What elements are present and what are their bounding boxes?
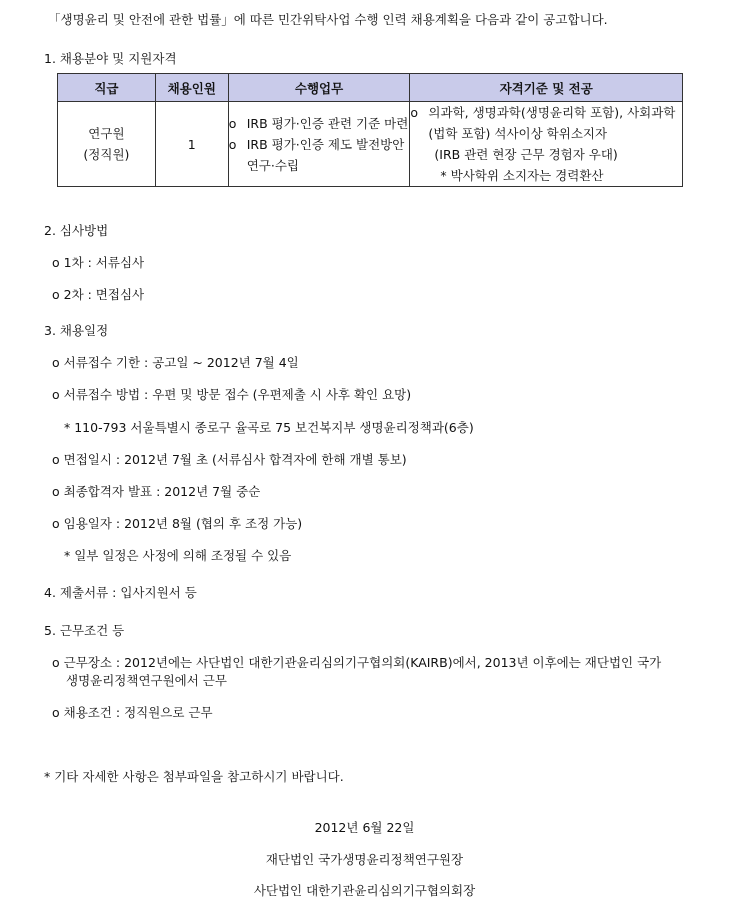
section4-heading: 4. 제출서류 : 입사지원서 등 <box>44 585 197 600</box>
duty-bullet: o <box>228 136 237 152</box>
duty-item <box>229 134 410 176</box>
notice-date: 2012년 6월 22일 <box>314 820 415 835</box>
rank-type: (정직원) <box>83 147 130 162</box>
schedule-deadline: o 서류접수 기한 : 공고일 ~ 2012년 7월 4일 <box>52 355 299 370</box>
qual-doctorate-note: * 박사학위 소지자는 경력환산 <box>440 168 604 183</box>
duty-bullet: o <box>228 115 237 131</box>
review-step-2: o 2차 : 면접심사 <box>52 287 145 302</box>
review-step-1: o 1차 : 서류심사 <box>52 255 145 270</box>
schedule-announcement: o 최종합격자 발표 : 2012년 7월 중순 <box>52 484 261 499</box>
section1-heading: 1. 채용분야 및 지원자격 <box>44 51 177 66</box>
duty-text: IRB 평가·인증 관련 기준 마련 <box>246 115 409 131</box>
issuer-2: 사단법인 대한기관윤리심의기구협의회장 <box>253 883 476 898</box>
header-rank: 직급 <box>58 74 156 102</box>
header-count: 채용인원 <box>155 74 228 102</box>
qual-preference: (IRB 관련 현장 근무 경험자 우대) <box>434 147 618 162</box>
rank-title: 연구원 <box>88 126 125 141</box>
qual-item <box>410 102 682 144</box>
schedule-address: * 110-793 서울특별시 종로구 율곡로 75 보건복지부 생명윤리정책과(6층) <box>64 420 474 435</box>
qual-bullet: o <box>410 105 419 120</box>
issuer-1: 재단법인 국가생명윤리정책연구원장 <box>265 852 464 867</box>
qual-main: 의과학, 생명과학(생명윤리학 포함), 사회과학(법학 포함) 석사이상 학위소지자 <box>428 105 676 141</box>
schedule-appointment: o 임용일자 : 2012년 8월 (협의 후 조정 가능) <box>52 516 303 531</box>
work-place-line1: o 근무장소 : 2012년에는 사단법인 대한기관윤리심의기구협의회(KAIRB)에서, 2013년 이후에는 재단법인 국가 <box>52 655 662 670</box>
cell-rank <box>58 102 156 187</box>
work-place-line2: 생명윤리정책연구원에서 근무 <box>66 673 227 688</box>
schedule-method: o 서류접수 방법 : 우편 및 방문 접수 (우편제출 시 사후 확인 요망) <box>52 387 412 402</box>
cell-duties <box>228 102 410 187</box>
footer-note: * 기타 자세한 사항은 첨부파일을 참고하시기 바랍니다. <box>44 769 344 784</box>
recruit-table <box>57 73 683 187</box>
duty-item <box>229 113 410 134</box>
schedule-interview: o 면접일시 : 2012년 7월 초 (서류심사 합격자에 한해 개별 통보) <box>52 452 407 467</box>
header-qualification: 자격기준 및 전공 <box>410 74 683 102</box>
section2-heading: 2. 심사방법 <box>44 223 109 238</box>
section5-heading: 5. 근무조건 등 <box>44 623 125 638</box>
intro-text: 「생명윤리 및 안전에 관한 법률」에 따른 민간위탁사업 수행 인력 채용계획을 다음과 같이 공고합니다. <box>48 12 608 27</box>
employment-condition: o 채용조건 : 정직원으로 근무 <box>52 705 213 720</box>
table-row <box>58 102 683 187</box>
schedule-note: * 일부 일정은 사정에 의해 조정될 수 있음 <box>64 548 292 563</box>
cell-qualification <box>410 102 683 187</box>
duty-text: IRB 평가·인증 제도 발전방안 연구·수립 <box>246 136 405 173</box>
section3-heading: 3. 채용일정 <box>44 323 109 338</box>
table-header-row <box>58 74 683 102</box>
cell-count: 1 <box>155 102 228 187</box>
header-duties: 수행업무 <box>228 74 410 102</box>
